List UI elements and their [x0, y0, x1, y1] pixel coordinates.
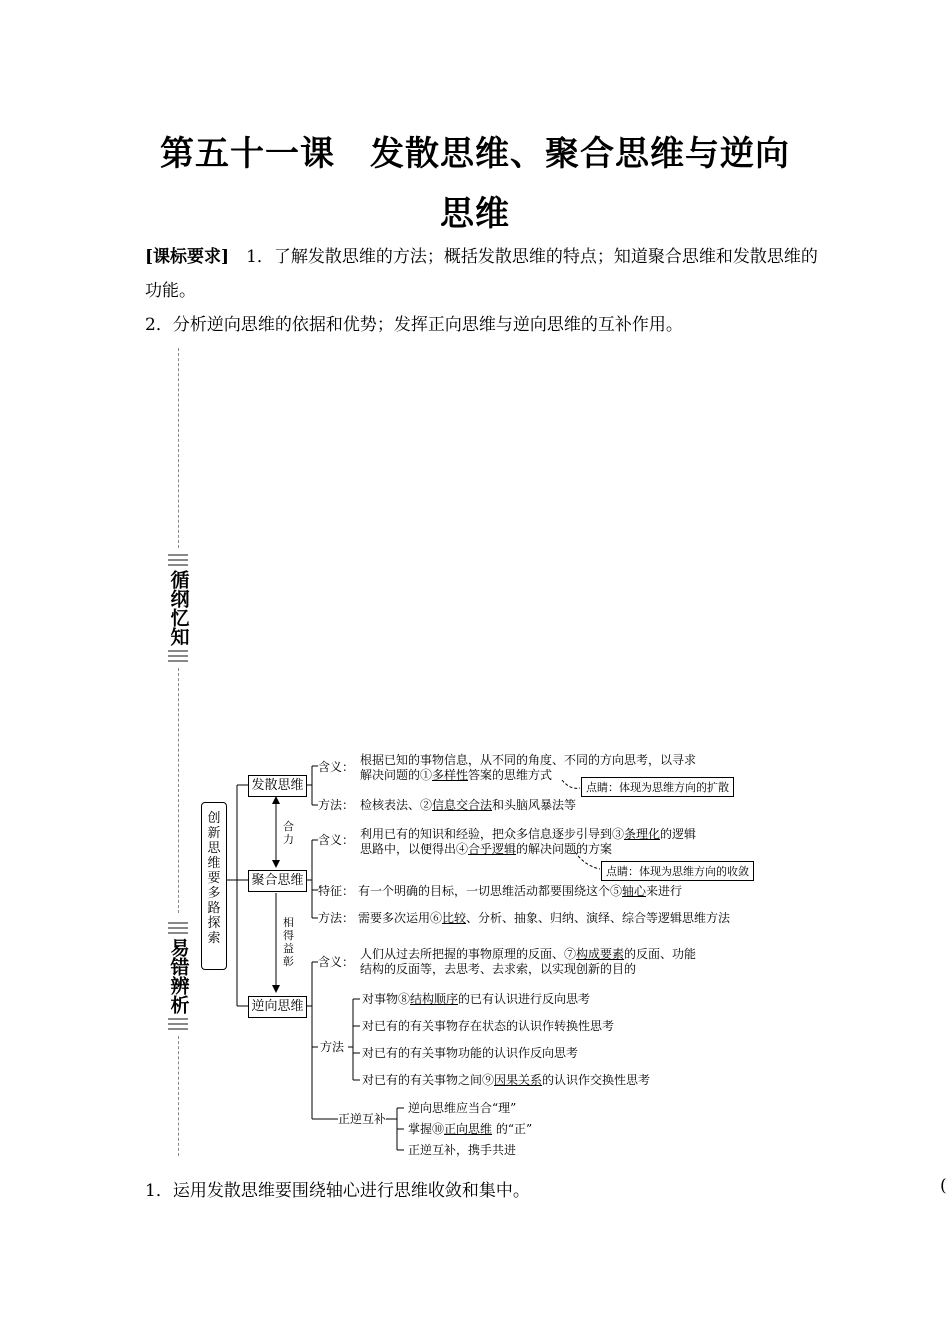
- divergent-tip: 点睛：体现为思维方向的扩散: [581, 777, 734, 797]
- divergent-meaning-label: 含义：: [318, 760, 355, 774]
- mindmap-root: 创新思维要多路探索: [201, 802, 227, 970]
- blank-4: 合乎逻辑: [468, 842, 517, 856]
- divergent-meaning-line2: 解决问题的①多样性答案的思维方式: [360, 768, 553, 782]
- requirements-label: [课标要求]: [145, 247, 230, 267]
- blank-7: 构成要素: [576, 947, 625, 961]
- reverse-meaning-line1: 人们从过去所把握的事物原理的反面、⑦构成要素的反面、功能: [360, 947, 697, 961]
- convergent-feature: 有一个明确的目标，一切思维活动都要围绕这个⑤轴心来进行: [358, 884, 683, 898]
- link-label-bottom: 相得益彰: [283, 916, 294, 968]
- answer-paren: (: [940, 1176, 947, 1196]
- blank-9: 因果关系: [494, 1073, 543, 1087]
- page-title-line1: 第五十一课 发散思维、聚合思维与逆向: [160, 134, 790, 174]
- node-divergent: 发散思维: [248, 775, 307, 797]
- reverse-method-3: 对已有的有关事物功能的认识作反向思考: [362, 1046, 579, 1060]
- reverse-method-1: 对事物⑧结构顺序的已有认识进行反向思考: [362, 992, 591, 1006]
- blank-5: 轴心: [622, 884, 647, 898]
- convergent-meaning-line2: 思路中，以便得出④合乎逻辑的解决问题的方案: [360, 842, 613, 856]
- reverse-complement-2: 掌握⑩正向思维 的“正”: [408, 1122, 533, 1136]
- reverse-complement-label: 正逆互补: [338, 1112, 387, 1126]
- blank-1: 多样性: [432, 768, 469, 782]
- reverse-method-4: 对已有的有关事物之间⑨因果关系的认识作交换性思考: [362, 1073, 651, 1087]
- blank-3: 条理化: [624, 827, 661, 841]
- section-label-errors: 易错辨析: [165, 918, 191, 1034]
- convergent-method-label: 方法：: [318, 911, 355, 925]
- divergent-method-label: 方法：: [318, 798, 355, 812]
- reverse-complement-1: 逆向思维应当合“理”: [408, 1101, 517, 1115]
- requirement-1: 1．了解发散思维的方法；概括发散思维的特点；知道聚合思维和发散思维的功能。: [145, 247, 818, 301]
- reverse-method-2: 对已有的有关事物存在状态的认识作转换性思考: [362, 1019, 615, 1033]
- blank-8: 结构顺序: [410, 992, 459, 1006]
- divergent-meaning-line1: 根据已知的事物信息，从不同的角度、不同的方向思考，以寻求: [360, 753, 697, 767]
- convergent-meaning-line1: 利用已有的知识和经验，把众多信息逐步引导到③条理化的逻辑: [360, 827, 697, 841]
- blank-6: 比较: [442, 911, 467, 925]
- convergent-meaning-label: 含义：: [318, 833, 355, 847]
- section-label-review: 循纲忆知: [165, 550, 191, 666]
- node-convergent: 聚合思维: [248, 870, 307, 892]
- divergent-method: 检核表法、②信息交合法和头脑风暴法等: [360, 798, 577, 812]
- page-title-line2: 思维: [440, 194, 510, 234]
- blank-2: 信息交合法: [432, 798, 493, 812]
- reverse-method-label: 方法: [320, 1040, 345, 1054]
- reverse-meaning-label: 含义：: [318, 955, 355, 969]
- blank-10: 正向思维: [444, 1122, 493, 1136]
- reverse-complement-3: 正逆互补，携手共进: [408, 1143, 517, 1157]
- convergent-feature-label: 特征：: [318, 884, 355, 898]
- node-reverse: 逆向思维: [248, 996, 307, 1018]
- convergent-tip: 点睛：体现为思维方向的收敛: [601, 861, 754, 881]
- link-label-top: 合力: [283, 820, 294, 846]
- requirement-2: 2．分析逆向思维的依据和优势；发挥正向思维与逆向思维的互补作用。: [145, 315, 683, 335]
- reverse-meaning-line2: 结构的反面等，去思考、去求索，以实现创新的目的: [360, 962, 637, 976]
- question-1: 1．运用发散思维要围绕轴心进行思维收敛和集中。: [145, 1181, 530, 1201]
- convergent-method: 需要多次运用⑥比较、分析、抽象、归纳、演绎、综合等逻辑思维方法: [358, 911, 731, 925]
